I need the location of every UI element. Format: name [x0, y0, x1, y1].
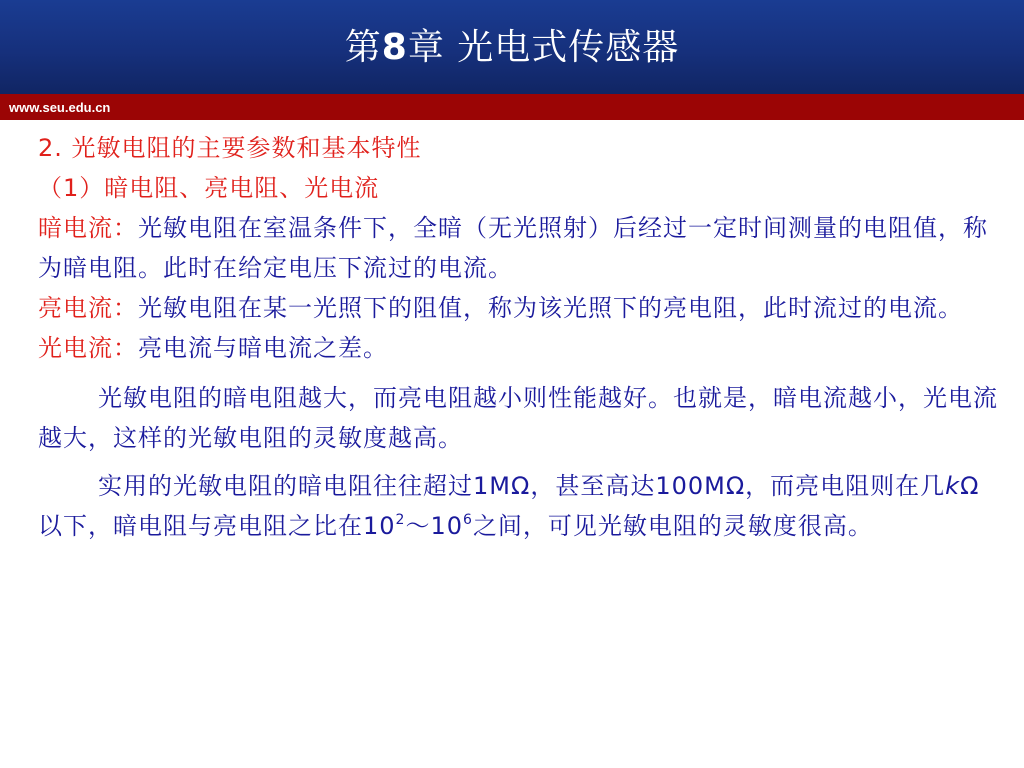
range-text-b: Ω以下，暗电阻与亮电阻之比在10	[38, 472, 980, 540]
resistance-range-paragraph	[38, 466, 1000, 546]
site-url: www.seu.edu.cn	[9, 100, 111, 115]
exponent-high: 6	[463, 512, 473, 528]
chapter-name: 章 光电式传感器	[407, 27, 680, 68]
light-current-text: 光敏电阻在某一光照下的阻值，称为该光照下的亮电阻，此时流过的电流。	[138, 294, 963, 322]
slide-title	[0, 0, 1024, 94]
section-heading: 2. 光敏电阻的主要参数和基本特性	[38, 134, 422, 162]
performance-paragraph: 光敏电阻的暗电阻越大，而亮电阻越小则性能越好。也就是，暗电流越小，光电流越大，这样的光敏电阻的灵敏度越高。	[38, 384, 998, 452]
light-current-term: 亮电流：	[38, 294, 138, 322]
url-bar	[0, 94, 1024, 120]
dark-current-term: 暗电流：	[38, 214, 138, 242]
photo-current-definition	[38, 328, 1000, 368]
photo-current-term: 光电流：	[38, 334, 138, 362]
kilo-symbol: k	[945, 472, 961, 500]
range-text-a: 实用的光敏电阻的暗电阻往往超过1MΩ，甚至高达100MΩ，而亮电阻则在几	[98, 472, 946, 500]
exponent-low: 2	[395, 512, 406, 528]
range-text-d: 之间，可见光敏电阻的灵敏度很高。	[472, 512, 873, 540]
slide-body	[38, 128, 1000, 546]
title-banner	[0, 0, 1024, 94]
dark-current-text: 光敏电阻在室温条件下，全暗（无光照射）后经过一定时间测量的电阻值，称为暗电阻。此时在给定电压下流过的电流。	[38, 214, 988, 282]
subsection-heading: （1）暗电阻、亮电阻、光电流	[38, 174, 380, 202]
light-current-definition	[38, 288, 1000, 328]
chapter-number: 8	[381, 27, 408, 68]
title-prefix: 第	[344, 27, 382, 68]
photo-current-text: 亮电流与暗电流之差。	[138, 334, 388, 362]
dark-current-definition	[38, 208, 1000, 288]
range-text-c: ～10	[405, 512, 464, 540]
